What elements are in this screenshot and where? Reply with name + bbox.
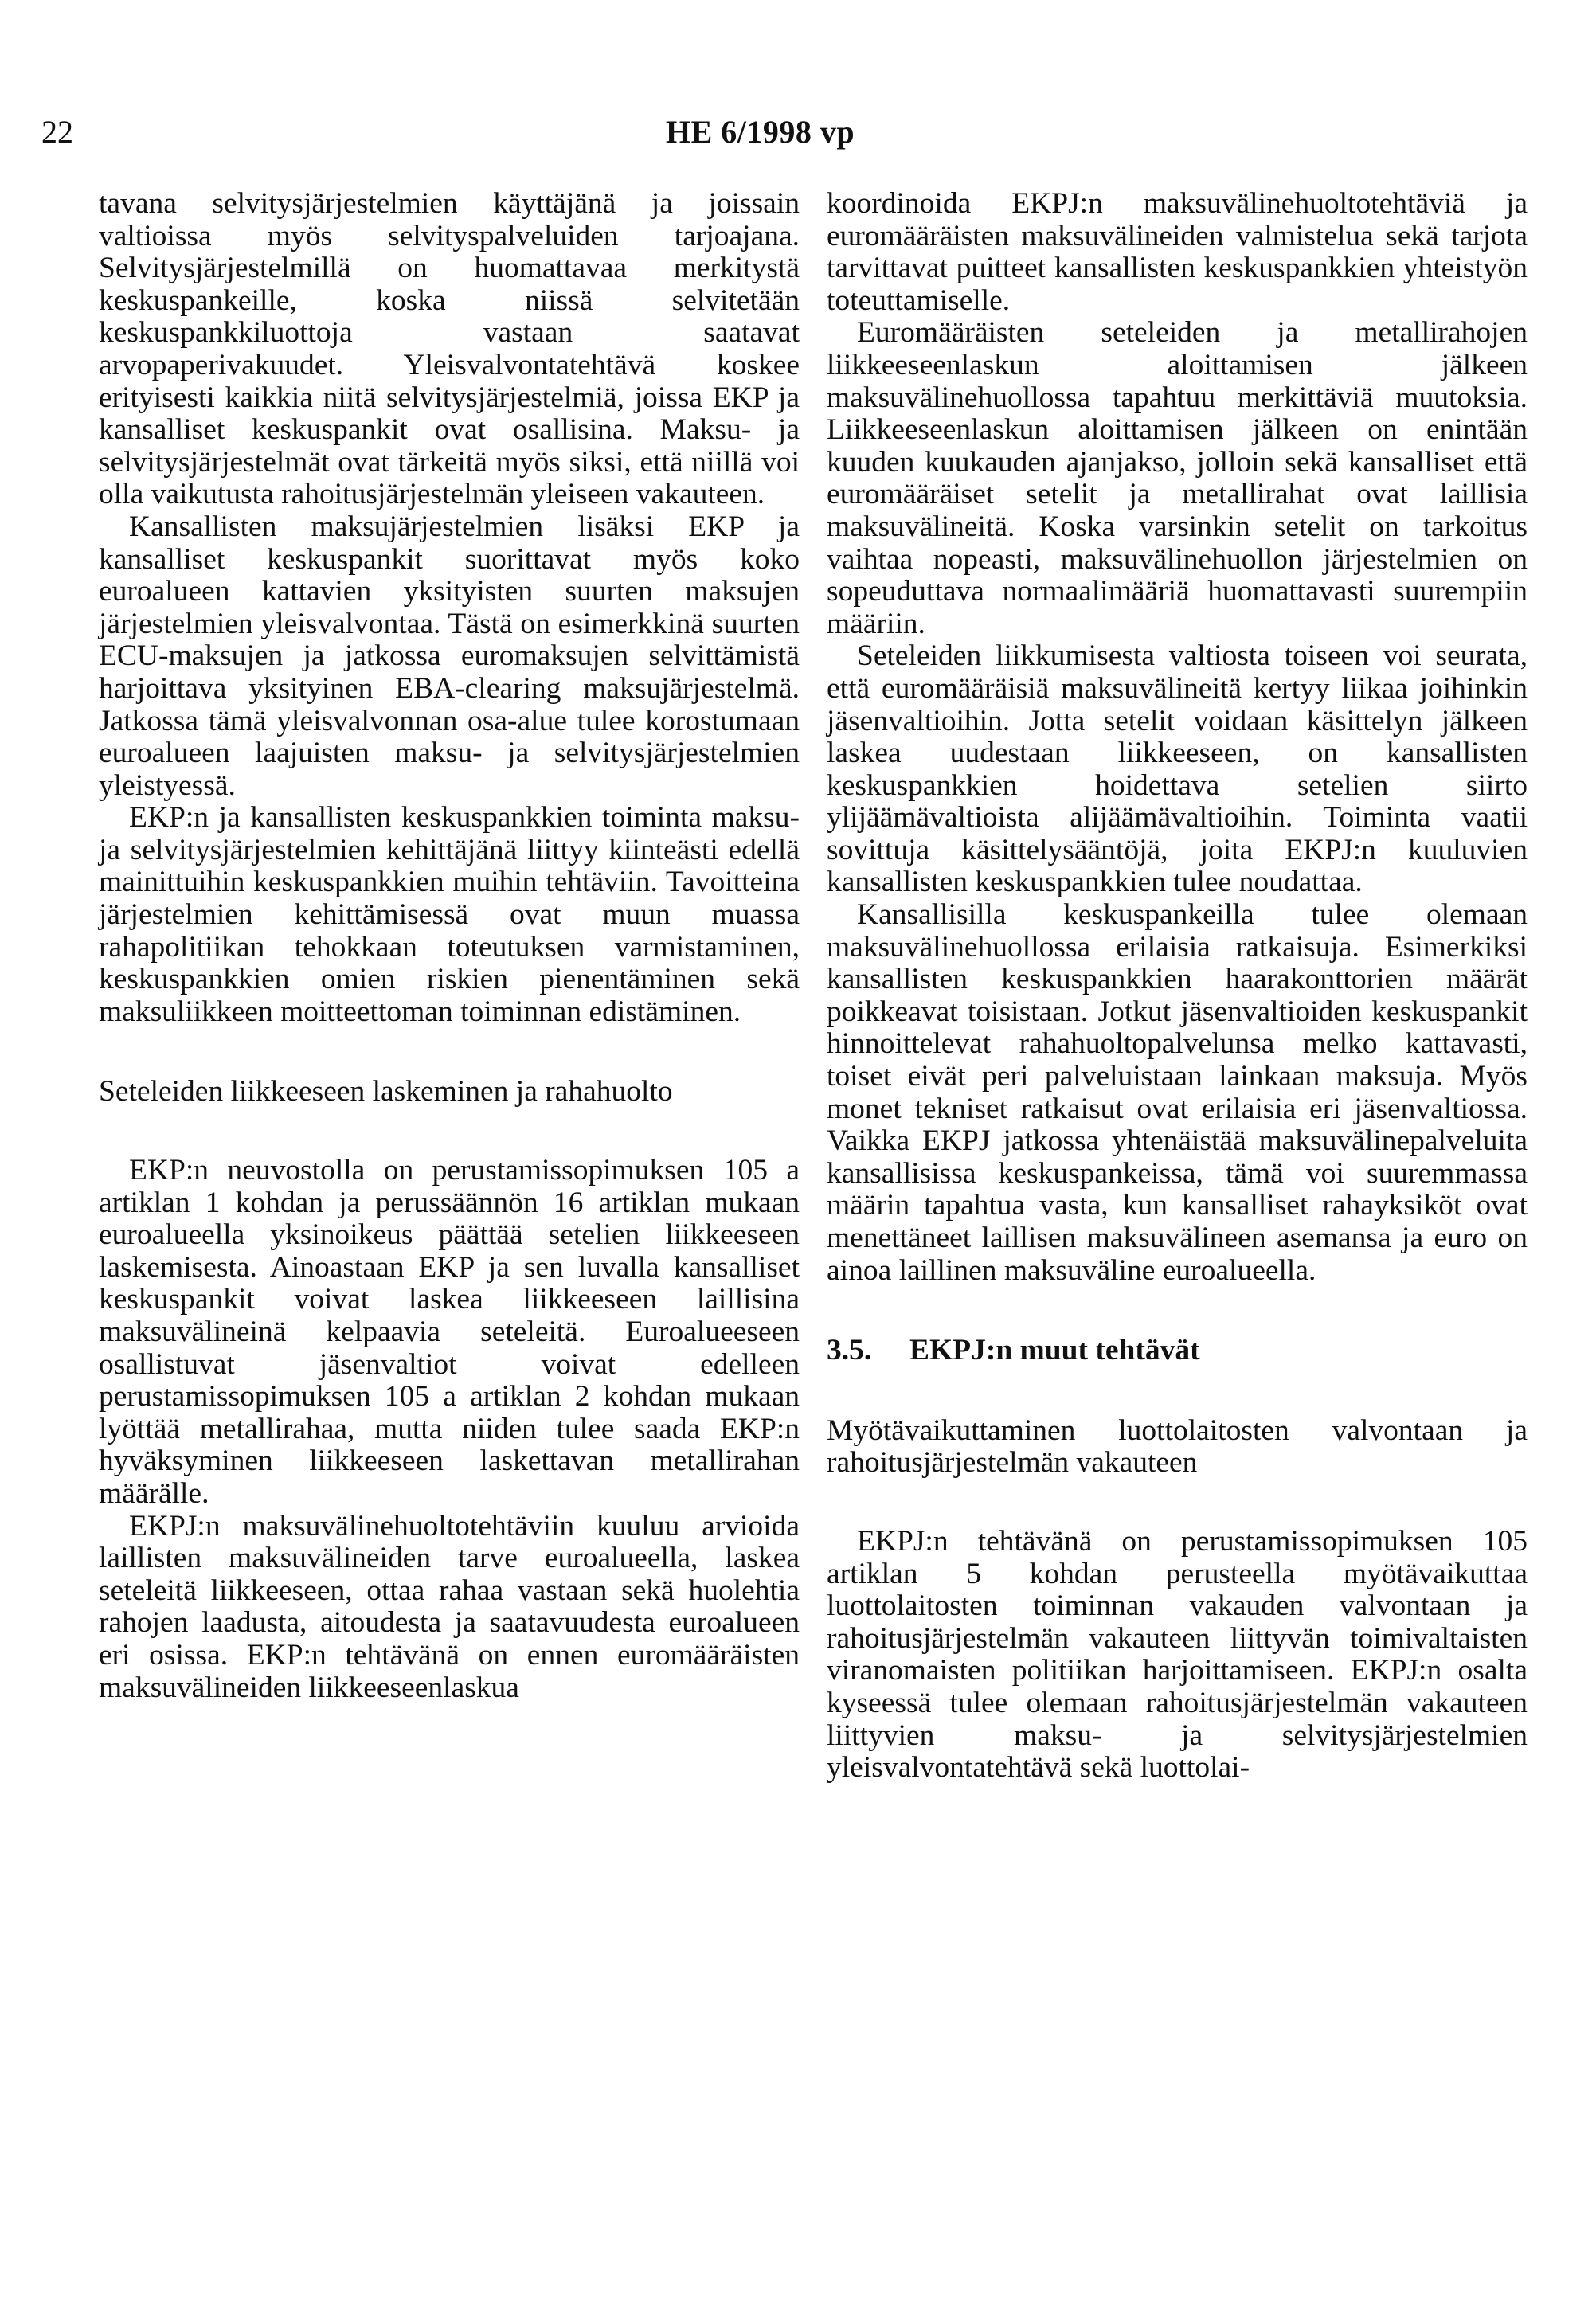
- left-column: [99, 188, 800, 1704]
- paragraph: Euromääräisten seteleiden ja metallirahojen liikkeeseenlaskun aloittamisen jälkeen maksuvälinehuollossa tapahtuu merkittäviä muutoksia. Liikkeeseenlaskun aloittamisen jälkeen on enintään kuuden kuukauden ajanjakso, jolloin sekä kansalliset että euromääräiset setelit ja metallirahat ovat laillisia maksuvälineitä. Koska varsinkin setelit on tarkoitus vaihtaa nopeasti, maksuvälinehuollon järjestelmien on sopeuduttava normaalimääriä huomattavasti suurempiin määriin.: [827, 316, 1528, 640]
- running-title: HE 6/1998 vp: [666, 114, 855, 150]
- paragraph: Seteleiden liikkumisesta valtiosta toiseen voi seurata, että euromääräisiä maksuvälineitä kertyy liikaa joihinkin jäsenvaltioihin. Jotta setelit voidaan käsittelyn jälkeen laskea uudestaan liikkeeseen, on kansallisten keskuspankkien hoidettava setelien siirto ylijäämävaltioista alijäämävaltioihin. Toiminta vaatii sovittuja käsittelysääntöjä, joita EKPJ:n kuuluvien kansallisten keskuspankkien tulee noudattaa.: [827, 639, 1528, 899]
- paragraph: EKPJ:n tehtävänä on perustamissopimuksen 105 artiklan 5 kohdan perusteella myötävaikuttaa luottolaitosten toiminnan vakauden valvontaan ja rahoitusjärjestelmän vakauteen liittyvän toimivaltaisten viranomaisten politiikan harjoittamiseen. EKPJ:n osalta kyseessä tulee olemaan rahoitusjärjestelmän vakauteen liittyvien maksu- ja selvitysjärjestelmien yleisvalvontatehtävä sekä luottolai-: [827, 1524, 1528, 1785]
- subheading: Seteleiden liikkeeseen laskeminen ja rahahuolto: [99, 1075, 673, 1108]
- section-title: EKPJ:n muut tehtävät: [909, 1334, 1200, 1367]
- subheading: Myötävaikuttaminen luottolaitosten valvontaan ja rahoitusjärjestelmän vakauteen: [827, 1413, 1528, 1480]
- paragraph: Kansallisilla keskuspankeilla tulee olemaan maksuvälinehuollossa erilaisia ratkaisuja. Esimerkiksi kansallisten keskuspankkien haarakonttorien määrät poikkeavat toisistaan. Jotkut jäsenvaltioiden keskuspankit hinnoittelevat rahahuoltopalvelunsa melko kattavasti, toiset eivät peri palveluistaan lainkaan maksuja. Myös monet tekniset ratkaisut ovat erilaisia eri jäsenvaltiossa. Vaikka EKPJ jatkossa yhtenäistää maksuvälinepalveluita kansallisissa keskuspankeissa, tämä voi suuremmassa määrin tapahtua vasta, kun kansalliset rahayksiköt ovat menettäneet laillisen maksuvälineen asemansa ja euro on ainoa laillinen maksuväline euroalueella.: [827, 898, 1528, 1287]
- section-number: 3.5.: [827, 1334, 872, 1367]
- right-column: [827, 188, 1528, 1785]
- paragraph: EKPJ:n maksuvälinehuoltotehtäviin kuuluu arvioida laillisten maksuvälineiden tarve euroalueella, laskea seteleitä liikkeeseen, ottaa rahaa vastaan sekä huolehtia rahojen laadusta, aitoudesta ja saatavuudesta euroalueen eri osissa. EKP:n tehtävänä on ennen euromääräisten maksuvälineiden liikkeeseenlaskua: [99, 1509, 800, 1704]
- paragraph: EKP:n ja kansallisten keskuspankkien toiminta maksu- ja selvitysjärjestelmien kehittäjänä liittyy kiinteästi edellä mainittuihin keskuspankkien muihin tehtäviin. Tavoitteina järjestelmien kehittämisessä ovat muun muassa rahapolitiikan tehokkaan toteutuksen varmistaminen, keskuspankkien omien riskien pienentäminen sekä maksuliikkeen moitteettoman toiminnan edistäminen.: [99, 801, 800, 1028]
- paragraph: Kansallisten maksujärjestelmien lisäksi EKP ja kansalliset keskuspankit suorittavat myös koko euroalueen kattavien yksityisten suurten maksujen järjestelmien yleisvalvontaa. Tästä on esimerkkinä suurten ECU-maksujen ja jatkossa euromaksujen selvittämistä harjoittava yksityinen EBA-clearing maksujärjestelmä. Jatkossa tämä yleisvalvonnan osa-alue tulee korostumaan euroalueen laajuisten maksu- ja selvitysjärjestelmien yleistyessä.: [99, 510, 800, 802]
- paragraph: EKP:n neuvostolla on perustamissopimuksen 105 a artiklan 1 kohdan ja perussäännön 16 artiklan mukaan euroalueella yksinoikeus päättää setelien liikkeeseen laskemisesta. Ainoastaan EKP ja sen luvalla kansalliset keskuspankit voivat laskea liikkeeseen laillisina maksuvälineinä kelpaavia seteleitä. Euroalueeseen osallistuvat jäsenvaltiot voivat edelleen perustamissopimuksen 105 a artiklan 2 kohdan mukaan lyöttää metallirahaa, mutta niiden tulee saada EKP:n hyväksyminen liikkeeseen laskettavan metallirahan määrälle.: [99, 1154, 800, 1510]
- paragraph: koordinoida EKPJ:n maksuvälinehuoltotehtäviä ja euromääräisten maksuvälineiden valmistelua sekä tarjota tarvittavat puitteet kansallisten keskuspankkien yhteistyön toteuttamiselle.: [827, 187, 1528, 317]
- section-heading: [827, 1335, 1528, 1367]
- paragraph: tavana selvitysjärjestelmien käyttäjänä ja joissain valtioissa myös selvityspalveluiden tarjoajana. Selvitysjärjestelmillä on huomattavaa merkitystä keskuspankeille, koska niissä selvitetään keskuspankkiluottoja vastaan saatavat arvopaperivakuudet. Yleisvalvontatehtävä koskee erityisesti kaikkia niitä selvitysjärjestelmiä, joissa EKP ja kansalliset keskuspankit ovat osallisina. Maksu- ja selvitysjärjestelmät ovat tärkeitä myös siksi, että niillä voi olla vaikutusta rahoitusjärjestelmän yleiseen vakauteen.: [99, 187, 800, 511]
- page-number: 22: [41, 114, 73, 150]
